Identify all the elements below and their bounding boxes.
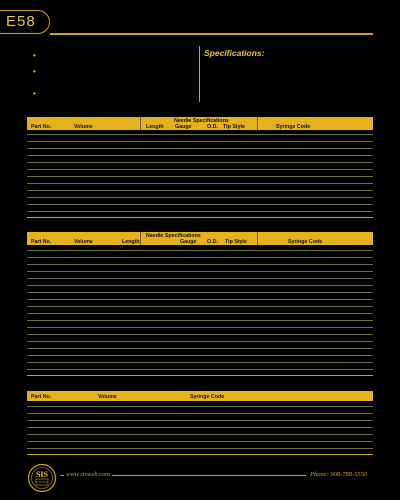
table-row — [27, 134, 373, 135]
table-2-col-volume: Volume — [74, 238, 93, 245]
table-2-header — [27, 232, 373, 245]
table-row — [27, 169, 373, 170]
footer-website-link[interactable]: www.sisweb.com — [66, 471, 110, 478]
table-row — [27, 434, 373, 435]
table-row — [27, 155, 373, 156]
table-row — [27, 427, 373, 428]
table-row — [27, 448, 373, 449]
table-3-col-syringe-code: Syringe Code — [190, 393, 225, 400]
sis-logo-icon — [27, 463, 57, 493]
table-3-col-volume: Volume — [98, 393, 117, 400]
logo-text: SIS — [35, 470, 49, 479]
table-2-separator — [140, 232, 141, 245]
table-row — [27, 355, 373, 356]
table-2-separator — [257, 232, 258, 245]
table-row — [27, 257, 373, 258]
table-1-separator — [257, 117, 258, 130]
table-1-col-od: O.D. — [207, 123, 218, 130]
specifications-divider — [199, 46, 200, 102]
table-1-col-length: Length — [146, 123, 164, 130]
bullet-1: • — [33, 51, 36, 60]
table-row — [27, 362, 373, 363]
table-row — [27, 313, 373, 314]
table-row — [27, 406, 373, 407]
table-1-col-syringe-code: Syringe Code — [276, 123, 311, 130]
table-row — [27, 264, 373, 265]
table-1-end-rule — [27, 217, 373, 218]
table-row — [27, 420, 373, 421]
table-row — [27, 341, 373, 342]
table-1-header — [27, 117, 373, 130]
top-rule — [50, 33, 373, 35]
table-2-col-od: O.D. — [207, 238, 218, 245]
table-row — [27, 197, 373, 198]
table-row — [27, 327, 373, 328]
table-row — [27, 413, 373, 414]
table-row — [27, 320, 373, 321]
table-row — [27, 162, 373, 163]
page-number: E58 — [6, 13, 36, 30]
bullet-3: • — [33, 89, 36, 98]
table-2-col-syringe-code: Syringe Code — [288, 238, 323, 245]
table-row — [27, 141, 373, 142]
table-3-col-part-no: Part No. — [31, 393, 52, 400]
table-2-end-rule — [27, 375, 373, 376]
table-row — [27, 334, 373, 335]
table-2-group-label: Needle Specifications — [146, 232, 201, 239]
table-row — [27, 183, 373, 184]
table-row — [27, 190, 373, 191]
table-1-group-label: Needle Specifications — [174, 117, 229, 124]
table-1-col-part-no: Part No. — [31, 123, 52, 130]
table-row — [27, 211, 373, 212]
table-row — [27, 148, 373, 149]
table-row — [27, 285, 373, 286]
page-number-tab — [0, 10, 50, 34]
table-1-col-volume: Volume — [74, 123, 93, 130]
table-row — [27, 306, 373, 307]
table-1-separator — [140, 117, 141, 130]
footer-phone: Phone: 908-788-5550 — [310, 471, 368, 478]
table-1-col-gauge: Gauge — [175, 123, 192, 130]
table-row — [27, 204, 373, 205]
table-row — [27, 271, 373, 272]
table-2-col-length: Length — [122, 238, 140, 245]
table-row — [27, 441, 373, 442]
table-3-header — [27, 391, 373, 401]
table-row — [27, 250, 373, 251]
table-row — [27, 299, 373, 300]
table-3-end-rule — [27, 454, 373, 455]
table-2-col-part-no: Part No. — [31, 238, 52, 245]
table-2-col-tip-style: Tip Style — [225, 238, 247, 245]
table-row — [27, 176, 373, 177]
specifications-label: Specifications: — [204, 48, 265, 58]
table-row — [27, 292, 373, 293]
table-row — [27, 278, 373, 279]
table-row — [27, 348, 373, 349]
bullet-2: • — [33, 67, 36, 76]
table-2-col-gauge: Gauge — [180, 238, 197, 245]
table-row — [27, 369, 373, 370]
table-1-col-tip-style: Tip Style — [223, 123, 245, 130]
